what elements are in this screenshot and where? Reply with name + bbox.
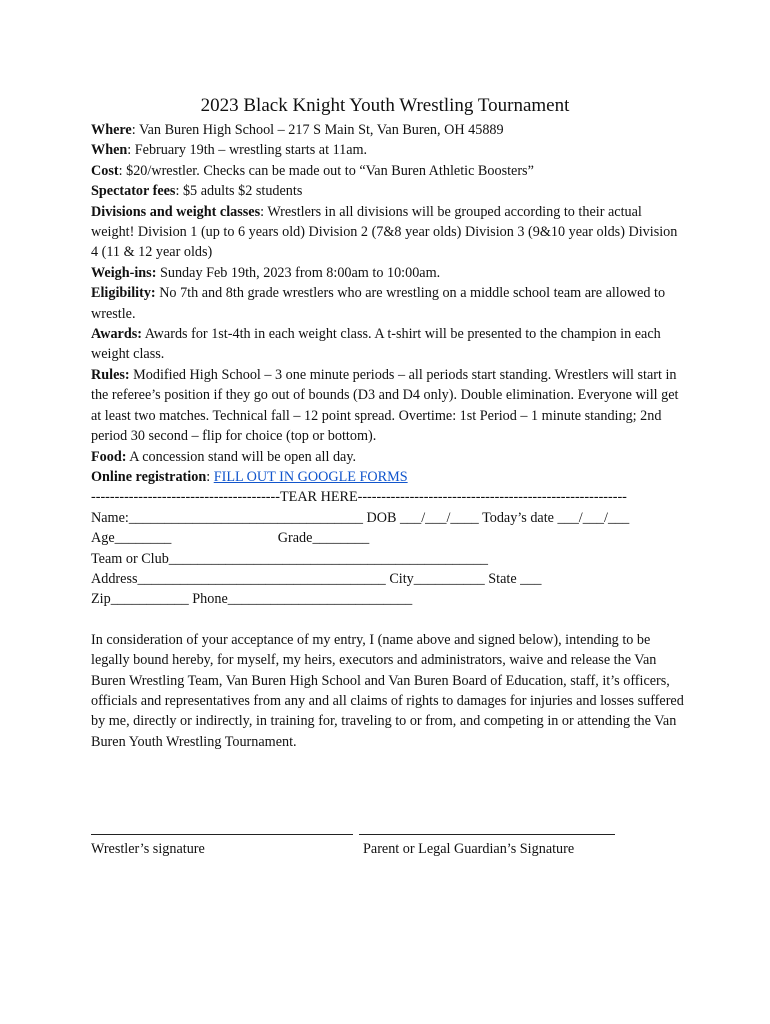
field-label: Rules: bbox=[91, 366, 130, 383]
field-where: Where: Van Buren High School – 217 S Main St, Van Buren, OH 45889 bbox=[91, 122, 504, 138]
field-eligibility bbox=[91, 283, 686, 324]
field-label: Divisions and weight classes bbox=[91, 203, 261, 220]
field-value: February 19th – wrestling starts at 11am. bbox=[131, 142, 368, 159]
waiver-text: In consideration of your acceptance of my entry, I (name above and signed below), intending to be legally bound hereby, for myself, my heirs, executors and administrators, waive and release the Van Buren Wrestling Team, Van Buren High School and Van Buren Board of Education, staff, it’s officers, officials and representatives from any and all claims of rights to damages for injuries and losses suffered by me, directly or indirectly, in training for, traveling to or from, and competing in or attending the Van Buren Youth Wrestling Tournament. bbox=[91, 631, 684, 750]
form-row-address: Address___________________________________ City__________ State ___ bbox=[91, 570, 542, 587]
guardian-signature-line bbox=[359, 834, 615, 835]
field-value: Awards for 1st-4th in each weight class. A t-shirt will be presented to the champion in each weight class. bbox=[91, 326, 661, 363]
field-awards bbox=[91, 324, 686, 365]
field-label: When bbox=[91, 142, 128, 159]
field-cost: Cost: $20/wrestler. Checks can be made out to “Van Buren Athletic Boosters” bbox=[91, 162, 534, 179]
field-weigh-ins bbox=[91, 263, 686, 283]
form-row-age-grade: Age________ Grade________ bbox=[91, 530, 370, 547]
wrestler-signature-line bbox=[91, 834, 353, 835]
field-label: Where bbox=[91, 122, 132, 138]
page-title: 2023 Black Knight Youth Wrestling Tournament bbox=[200, 95, 570, 116]
form-row-zip-phone: Zip___________ Phone__________________________ bbox=[91, 591, 413, 608]
document-body bbox=[91, 120, 686, 752]
field-online-registration: Online registration: FILL OUT IN GOOGLE FORMS bbox=[91, 468, 408, 485]
field-value: Modified High School – 3 one minute periods – all periods start standing. Wrestlers will start in the referee’s position if they go out of bounds (D3 and D4 only). Double elimination. Everyone will get at least two matches. Technical fall – 12 point spread. Overtime: 1st Period – 1 minute standing; 2nd period 30 second – flip for choice (top or bottom). bbox=[91, 366, 679, 445]
field-label: Cost bbox=[91, 162, 119, 179]
spacer bbox=[91, 610, 686, 630]
field-value: Van Buren High School – 217 S Main St, Van Buren, OH 45889 bbox=[135, 122, 504, 138]
field-divisions: Divisions and weight classes: Wrestlers in all divisions will be grouped according to their actual weight! Division 1 (up to 6 years old) Division 2 (7&8 year olds) Division 3 (9&10 year olds) Division 4 (11 & 12 year olds) bbox=[91, 203, 678, 261]
field-label: Awards: bbox=[91, 326, 142, 343]
field-label: Weigh-ins: bbox=[91, 264, 157, 281]
wrestler-signature-label: Wrestler’s signature bbox=[91, 841, 205, 857]
field-label: Spectator fees bbox=[91, 183, 176, 200]
field-spectator-fees: Spectator fees: $5 adults $2 students bbox=[91, 183, 303, 200]
form-row-team: Team or Club_____________________________________________ bbox=[91, 550, 489, 567]
field-label: Online registration bbox=[91, 468, 207, 485]
field-value: $5 adults $2 students bbox=[179, 183, 303, 200]
field-value: A concession stand will be open all day. bbox=[126, 448, 357, 465]
field-food bbox=[91, 447, 686, 467]
field-label: Eligibility: bbox=[91, 285, 156, 302]
field-value: Wrestlers in all divisions will be grouped according to their actual weight! Division 1 (up to 6 years old) Division 2 (7&8 year olds) Division 3 (9&10 year olds) Division 4 (11 & 12 year olds) bbox=[91, 203, 678, 261]
form-row-name-dob: Name:_________________________________ DOB ___/___/____ Today’s date ___/___/___ bbox=[91, 509, 630, 526]
field-when: When: February 19th – wrestling starts at 11am. bbox=[91, 142, 368, 159]
google-forms-link[interactable]: FILL OUT IN GOOGLE FORMS bbox=[213, 468, 408, 485]
field-value: $20/wrestler. Checks can be made out to “Van Buren Athletic Boosters” bbox=[122, 162, 534, 179]
tear-here-line: ----------------------------------------TEAR HERE--------------------------------------------------------- bbox=[91, 489, 627, 506]
field-rules bbox=[91, 365, 686, 447]
field-value: No 7th and 8th grade wrestlers who are wrestling on a middle school team are allowed to wrestle. bbox=[91, 285, 666, 322]
guardian-signature-label: Parent or Legal Guardian’s Signature bbox=[363, 841, 575, 857]
field-label: Food: bbox=[91, 448, 127, 465]
signature-section bbox=[91, 822, 631, 862]
field-value: Sunday Feb 19th, 2023 from 8:00am to 10:00am. bbox=[156, 264, 441, 281]
